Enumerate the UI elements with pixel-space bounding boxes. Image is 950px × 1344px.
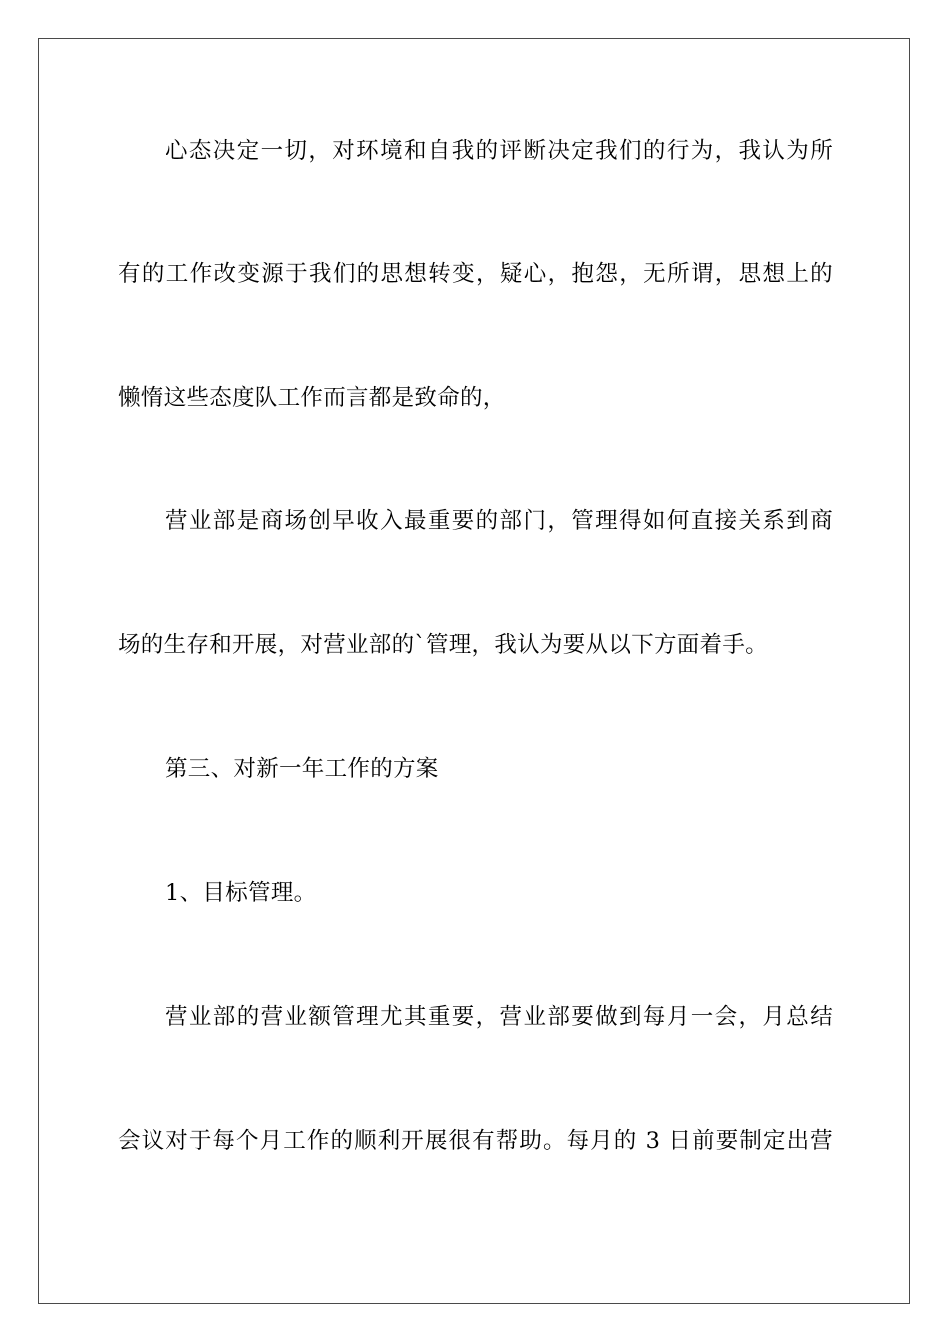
paragraph-line-1: 心态决定一切，对环境和自我的评断决定我们的行为，我认为所	[165, 138, 833, 164]
paragraph-line-2: 有的工作改变源于我们的思想转变，疑心，抱怨，无所谓，思想上的	[118, 261, 833, 287]
page-border	[38, 38, 910, 1304]
paragraph-line-4: 营业部是商场创早收入最重要的部门，管理得如何直接关系到商	[165, 508, 833, 534]
subsection-heading: 1、目标管理。	[165, 880, 317, 906]
paragraph-line-3: 懒惰这些态度队工作而言都是致命的，	[118, 385, 506, 411]
paragraph-line-5: 场的生存和开展，对营业部的`管理，我认为要从以下方面着手。	[118, 632, 768, 658]
paragraph-line-6: 营业部的营业额管理尤其重要，营业部要做到每月一会，月总结	[165, 1004, 833, 1030]
paragraph-line-7: 会议对于每个月工作的顺利开展很有帮助。每月的 3 日前要制定出营	[118, 1128, 833, 1154]
section-heading: 第三、对新一年工作的方案	[165, 756, 439, 782]
